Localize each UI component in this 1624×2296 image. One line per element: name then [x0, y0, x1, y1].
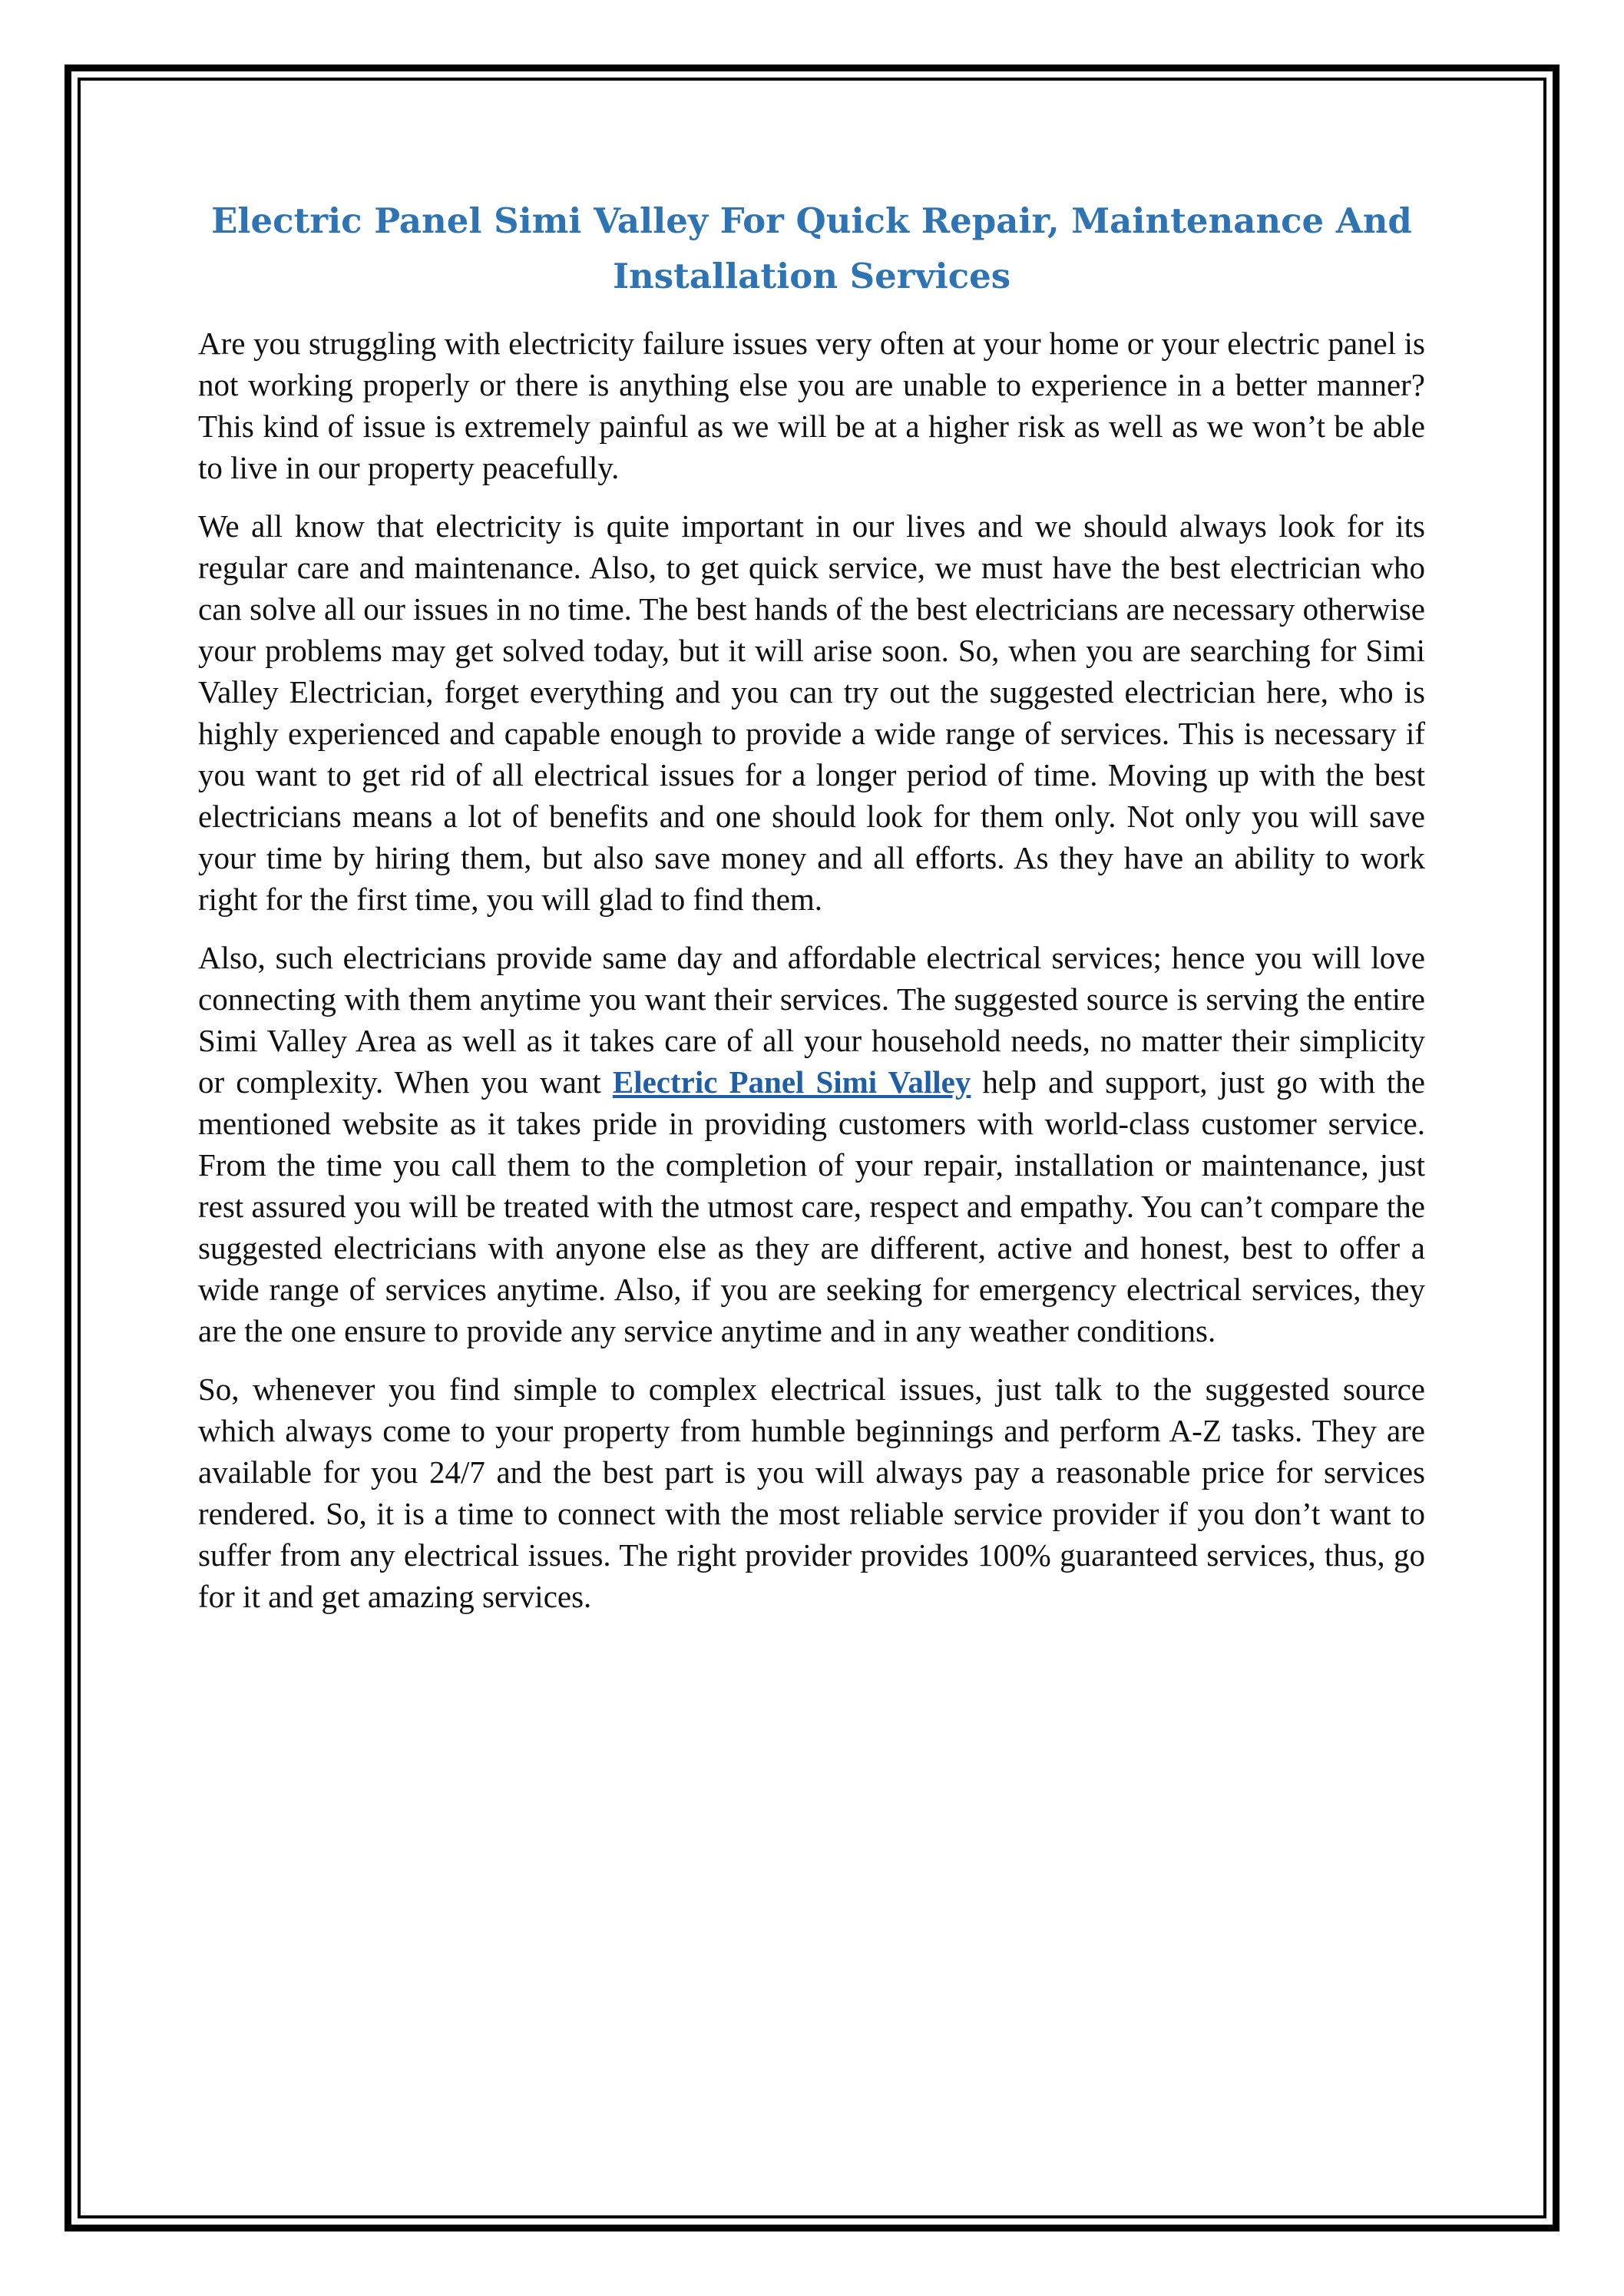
paragraph-3	[198, 937, 1425, 1351]
paragraph-3-text-after: help and support, just go with the mentioned website as it takes pride in providing customers with world-class customer service. From the time you call them to the completion of your repair, installation or maintenance, just rest assured you will be treated with the utmost care, respect and empathy. You can’t compare the suggested electricians with anyone else as they are different, active and honest, best to offer a wide range of services anytime. Also, if you are seeking for emergency electrical services, they are the one ensure to provide any service anytime and in any weather conditions.	[198, 1064, 1425, 1348]
paragraph-4: So, whenever you find simple to complex electrical issues, just talk to the suggested source which always come to your property from humble beginnings and perform A-Z tasks. They are available for you 24/7 and the best part is you will always pay a reasonable price for services rendered. So, it is a time to connect with the most reliable service provider if you don’t want to suffer from any electrical issues. The right provider provides 100% guaranteed services, thus, go for it and get amazing services.	[198, 1371, 1425, 1614]
paragraph-2: We all know that electricity is quite important in our lives and we should always look for its regular care and maintenance. Also, to get quick service, we must have the best electrician who can solve all our issues in no time. The best hands of the best electricians are necessary otherwise your problems may get solved today, but it will arise soon. So, when you are searching for Simi Valley Electrician, forget everything and you can try out the suggested electrician here, who is highly experienced and capable enough to provide a wide range of services. This is necessary if you want to get rid of all electrical issues for a longer period of time. Moving up with the best electricians means a lot of benefits and one should look for them only. Not only you will save your time by hiring them, but also save money and all efforts. As they have an ability to work right for the first time, you will glad to find them.	[198, 508, 1425, 917]
paragraph-3-text-before: Also, such electricians provide same day and affordable electrical services; hence you will love connecting with them anytime you want their services. The suggested source is serving the entire Simi Valley Area as well as it takes care of all your household needs, no matter their simplicity or complexity. When you want	[198, 940, 1425, 1100]
document-body	[198, 194, 1425, 1634]
document-title: Electric Panel Simi Valley For Quick Repair, Maintenance And Installation Services	[211, 200, 1412, 296]
paragraph-1: Are you struggling with electricity failure issues very often at your home or your electric panel is not working properly or there is anything else you are unable to experience in a better manner? This kind of issue is extremely painful as we will be at a higher risk as well as we won’t be able to live in our property peacefully.	[198, 326, 1425, 485]
electric-panel-link[interactable]: Electric Panel Simi Valley	[612, 1064, 971, 1100]
